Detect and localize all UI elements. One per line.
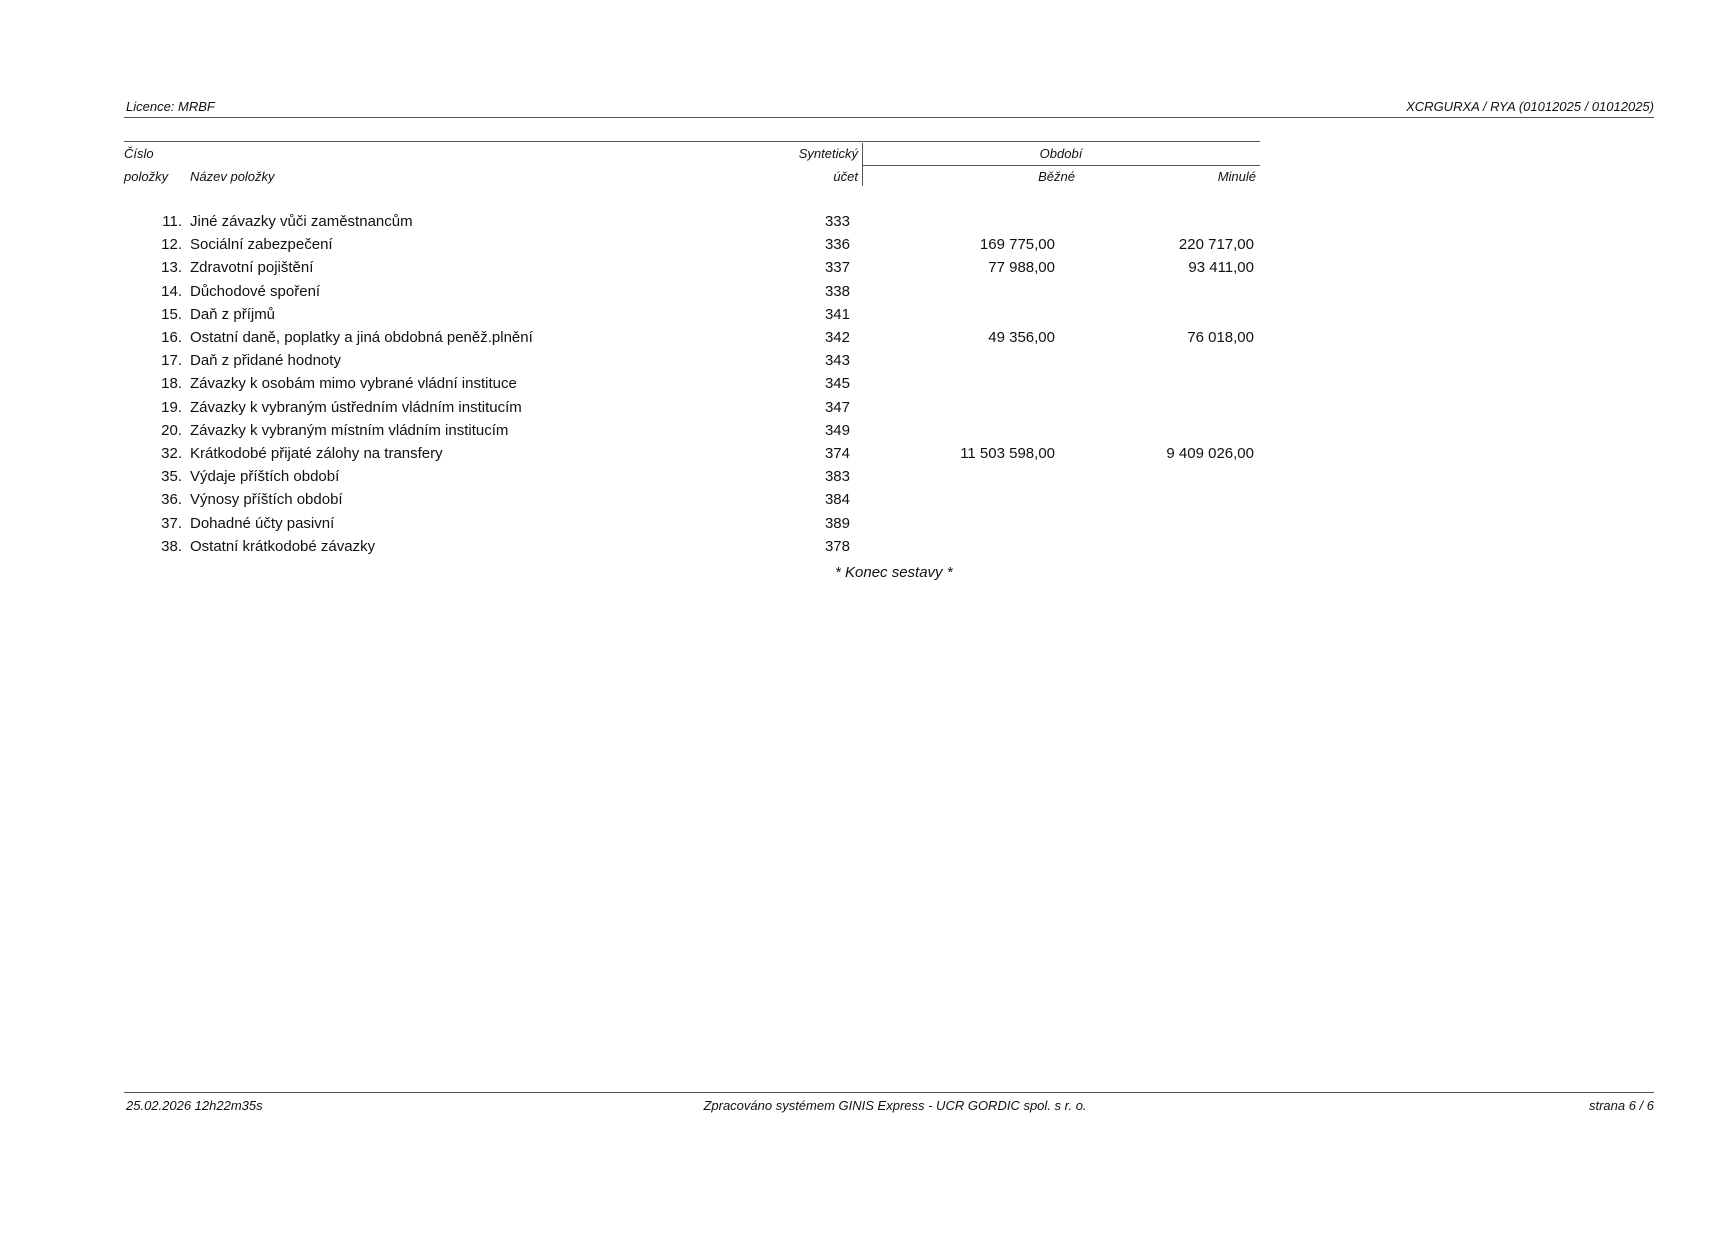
row-account: 389 (824, 514, 850, 532)
row-name: Ostatní daně, poplatky a jiná obdobná peněž.plnění (190, 329, 533, 346)
row-number: 15. (161, 305, 182, 323)
row-previous: 93 411,00 (1188, 259, 1254, 277)
table-row (0, 399, 1736, 421)
row-number: 36. (161, 491, 182, 509)
row-name: Důchodové spoření (190, 282, 321, 300)
row-number: 16. (161, 329, 182, 346)
row-account: 338 (824, 282, 850, 300)
footer-timestamp: 25.02.2026 12h22m35s (126, 1098, 263, 1113)
table-row (0, 422, 1736, 444)
row-current: 169 775,00 (979, 236, 1055, 254)
row-name: Dohadné účty pasivní (190, 514, 335, 532)
row-number: 37. (161, 514, 182, 532)
footer-page-number: strana 6 / 6 (1588, 1098, 1654, 1113)
col-header-cislo: Číslo (124, 146, 154, 161)
table-top-rule (124, 141, 1260, 142)
row-name: Daň z příjmů (190, 305, 276, 323)
row-number: 20. (161, 421, 182, 439)
table-row (0, 283, 1736, 305)
row-current: 11 503 598,00 (960, 445, 1055, 462)
row-name: Jiné závazky vůči zaměstnancům (190, 213, 413, 230)
row-previous: 76 018,00 (1187, 329, 1254, 346)
license-label: Licence: MRBF (126, 99, 215, 114)
table-row (0, 213, 1736, 235)
row-name: Daň z přidané hodnoty (190, 352, 341, 370)
col-header-synteticky: Syntetický (798, 146, 858, 161)
row-account: 347 (824, 398, 850, 416)
row-account: 384 (824, 491, 850, 509)
row-account: 374 (824, 445, 850, 462)
table-row (0, 352, 1736, 374)
row-name: Výnosy příštích období (190, 491, 343, 509)
row-number: 38. (161, 537, 182, 555)
row-number: 14. (161, 282, 182, 300)
footer-processed-by: Zpracováno systémem GINIS Express - UCR GORDIC spol. s r. o. (703, 1098, 1087, 1113)
row-name: Zdravotní pojištění (190, 259, 314, 277)
row-number: 32. (161, 445, 182, 462)
row-account: 336 (824, 236, 850, 254)
row-name: Sociální zabezpečení (190, 236, 333, 254)
report-code: XCRGURXA / RYA (01012025 / 01012025) (1406, 99, 1654, 114)
col-header-polozky: položky (124, 169, 169, 184)
table-row (0, 445, 1736, 467)
col-header-obdobi: Období (1039, 146, 1083, 161)
row-name: Ostatní krátkodobé závazky (190, 537, 376, 555)
col-header-nazev: Název položky (190, 169, 275, 184)
row-number: 11. (162, 213, 182, 230)
row-account: 341 (824, 305, 850, 323)
row-name: Závazky k osobám mimo vybrané vládní instituce (190, 375, 517, 393)
row-current: 77 988,00 (988, 259, 1055, 277)
report-end-marker: * Konec sestavy * (835, 564, 953, 581)
row-number: 17. (161, 352, 182, 370)
row-number: 18. (161, 375, 182, 393)
table-row (0, 515, 1736, 537)
table-row (0, 236, 1736, 258)
row-account: 345 (824, 375, 850, 393)
col-header-minule: Minulé (1217, 169, 1256, 184)
row-number: 35. (161, 468, 182, 486)
col-header-bezne: Běžné (1038, 169, 1075, 184)
row-number: 12. (161, 236, 182, 254)
row-account: 337 (824, 259, 850, 277)
table-row (0, 491, 1736, 513)
row-account: 342 (824, 329, 850, 346)
footer-rule (124, 1092, 1654, 1093)
row-number: 13. (161, 259, 182, 277)
obdobi-rule (862, 165, 1260, 166)
table-row (0, 538, 1736, 560)
table-row (0, 329, 1736, 351)
row-account: 343 (824, 352, 850, 370)
row-account: 383 (824, 468, 850, 486)
col-header-ucet: účet (833, 169, 858, 184)
row-name: Krátkodobé přijaté zálohy na transfery (190, 445, 443, 462)
row-account: 378 (824, 537, 850, 555)
table-row (0, 375, 1736, 397)
row-current: 49 356,00 (988, 329, 1055, 346)
table-row (0, 468, 1736, 490)
row-previous: 220 717,00 (1178, 236, 1254, 254)
table-row (0, 259, 1736, 281)
row-number: 19. (161, 398, 182, 416)
row-account: 349 (824, 421, 850, 439)
header-rule (124, 117, 1654, 118)
row-name: Závazky k vybraným místním vládním institucím (190, 421, 509, 439)
row-previous: 9 409 026,00 (1166, 445, 1254, 462)
row-account: 333 (824, 213, 850, 230)
table-row (0, 306, 1736, 328)
row-name: Výdaje příštích období (190, 468, 340, 486)
row-name: Závazky k vybraným ústředním vládním institucím (190, 398, 522, 416)
